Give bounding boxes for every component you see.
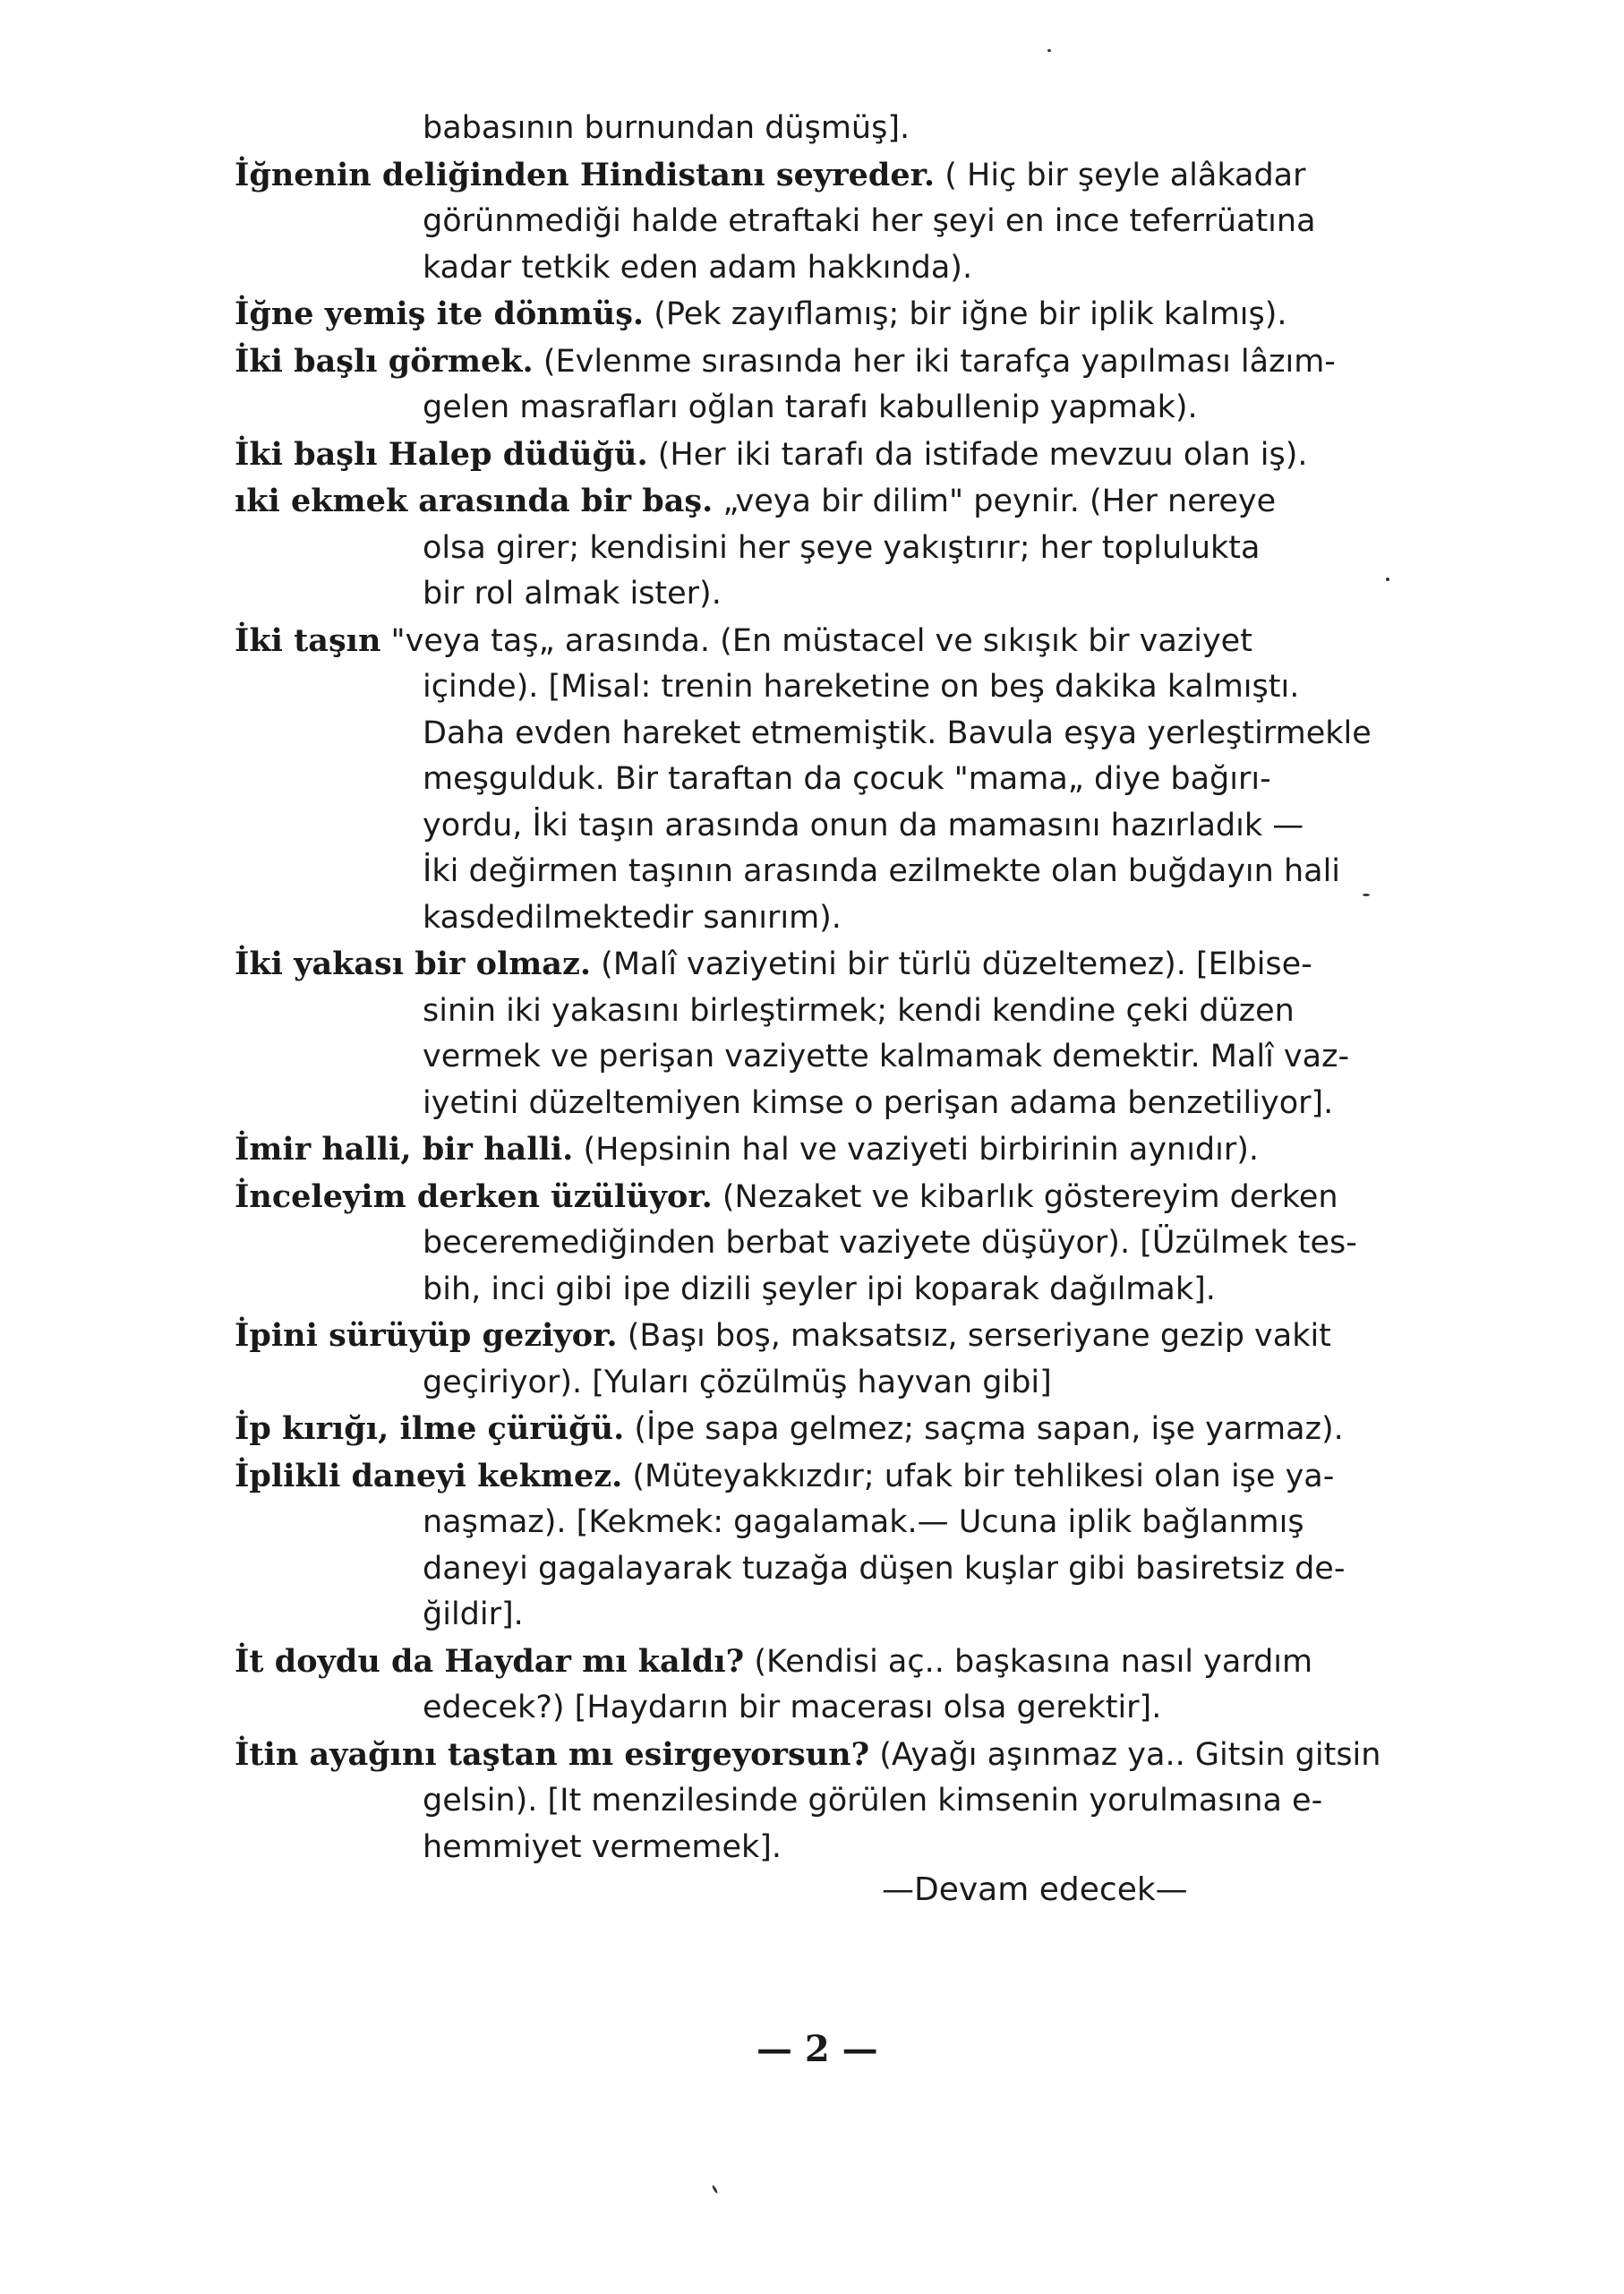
idiom-explanation: (Başı boş, maksatsız, serseriyane gezip vakit: [617, 1318, 1331, 1354]
idiom-explanation: iyetini düzeltemiyen kimse o perişan adama benzetiliyor].: [423, 1084, 1334, 1121]
idiom-headword: İnceleyim derken üzülüyor.: [235, 1177, 713, 1215]
text-line: [235, 1453, 1425, 1501]
idiom-entry: [235, 1313, 1425, 1406]
idiom-entry: [235, 478, 1425, 618]
idiom-explanation: İki değirmen taşının arasında ezilmekte olan buğdayın hali: [423, 853, 1341, 889]
idiom-headword: İki yakası bir olmaz.: [235, 946, 592, 982]
text-line: [235, 941, 1425, 989]
idiom-explanation: naşmaz). [Kekmek: gagalamak.— Ucuna iplik bağlanmış: [423, 1504, 1304, 1540]
text-line: [235, 1267, 1425, 1314]
idiom-headword: İmir halli, bir halli.: [235, 1131, 574, 1168]
idiom-headword: İki başlı görmek.: [235, 342, 534, 380]
text-line: [235, 1126, 1425, 1174]
text-line: [235, 478, 1425, 526]
idiom-explanation: „veya bir dilim" peynir. (Her nereye: [713, 484, 1277, 519]
idiom-explanation: babasının burnundan düşmüş].: [423, 110, 910, 146]
idiom-explanation: (Her iki tarafı da istifade mevzuu olan iş).: [647, 436, 1308, 473]
idiom-explanation: yordu, İki taşın arasında onun da mamasını hazırladık —: [423, 807, 1304, 843]
idiom-explanation: (İpe sapa gelmez; saçma sapan, işe yarmaz).: [624, 1411, 1344, 1447]
idiom-entry: [235, 618, 1425, 942]
text-line: [235, 1592, 1425, 1639]
text-line: [235, 1313, 1425, 1360]
idiom-entry: [235, 432, 1425, 479]
text-line: [235, 385, 1425, 432]
idiom-headword: ıki ekmek arasında bir baş.: [235, 483, 714, 519]
idiom-explanation: (Pek zayıflamış; bir iğne bir iplik kalmış).: [644, 296, 1287, 332]
idiom-explanation: bih, inci gibi ipe dizili şeyler ipi koparak dağılmak].: [423, 1271, 1216, 1307]
idiom-explanation: ( Hiç bir şeyle alâkadar: [935, 157, 1306, 193]
idiom-explanation: sinin iki yakasını birleştirmek; kendi kendine çeki düzen: [423, 992, 1295, 1029]
idiom-explanation: görünmediği halde etraftaki her şeyi en ince teferrüatına: [423, 203, 1316, 239]
idiom-explanation: kasdedilmektedir sanırım).: [423, 899, 842, 936]
idiom-explanation: (Müteyakkızdır; ufak bir tehlikesi olan işe ya-: [622, 1458, 1335, 1494]
idiom-entry: [235, 1126, 1425, 1174]
scan-speck: [1386, 578, 1389, 581]
idiom-explanation: (Malî vaziyetini bir türlü düzeltemez). [Elbise-: [591, 946, 1312, 982]
text-line: [235, 803, 1425, 850]
idiom-explanation: olsa girer; kendisini her şeye yakıştırır; her toplulukta: [423, 529, 1261, 566]
idiom-headword: İki başlı Halep düdüğü.: [235, 435, 648, 473]
idiom-explanation: edecek?) [Haydarın bir macerası olsa gerektir].: [423, 1690, 1162, 1725]
text-line: [235, 526, 1425, 572]
idiom-entry: [235, 1174, 1425, 1314]
text-line: [235, 1220, 1425, 1267]
idiom-entry: [235, 1732, 1425, 1871]
idiom-headword: İplikli daneyi kekmez.: [235, 1457, 623, 1494]
idiom-explanation: bir rol almak ister).: [423, 576, 722, 612]
idiom-entry: [235, 1639, 1425, 1732]
idiom-headword: İp kırığı, ilme çürüğü.: [235, 1410, 625, 1447]
idiom-explanation: ğildir].: [423, 1596, 524, 1632]
text-line: [235, 1500, 1425, 1546]
text-line: [235, 1825, 1425, 1871]
scan-speck: [1363, 894, 1370, 896]
idiom-explanation: "veya taş„ arasında. (En müstacel ve sıkışık bir vaziyet: [380, 622, 1252, 659]
text-line: [235, 849, 1425, 895]
text-line: [235, 1546, 1425, 1593]
scan-speck: [712, 2185, 719, 2194]
text-line: [235, 152, 1425, 200]
idiom-explanation: daneyi gagalayarak tuzağa düşen kuşlar gibi basiretsiz de-: [423, 1550, 1346, 1587]
idiom-entry: [235, 106, 1425, 152]
idiom-entry: [235, 338, 1425, 432]
idiom-explanation: (Evlenme sırasında her iki tarafça yapılması lâzım-: [533, 343, 1336, 380]
text-line: [235, 989, 1425, 1035]
idiom-explanation: hemmiyet vermemek].: [423, 1828, 782, 1865]
idiom-entry: [235, 152, 1425, 292]
idiom-headword: İğne yemiş ite dönmüş.: [235, 295, 645, 332]
text-line: [235, 1174, 1425, 1221]
text-line: [235, 1778, 1425, 1825]
idiom-explanation: (Hepsinin hal ve vaziyeti birbirinin aynıdır).: [573, 1132, 1260, 1168]
text-line: [235, 1732, 1425, 1779]
idiom-explanation: kadar tetkik eden adam hakkında).: [423, 249, 973, 286]
text-line: [235, 618, 1425, 665]
text-line: [235, 106, 1425, 152]
text-line: [235, 199, 1425, 245]
idiom-explanation: Daha evden hareket etmemiştik. Bavula eşya yerleştirmekle: [423, 715, 1372, 751]
idiom-explanation: vermek ve perişan vaziyette kalmamak demektir. Malî vaz-: [423, 1039, 1350, 1074]
text-line: [235, 1081, 1425, 1127]
text-line: [235, 664, 1425, 711]
text-line: [235, 1034, 1425, 1081]
idiom-entry: [235, 941, 1425, 1126]
text-line: [235, 571, 1425, 618]
scan-speck: [1047, 49, 1051, 52]
idiom-headword: İt doydu da Haydar mı kaldı?: [235, 1642, 745, 1680]
text-line: [235, 291, 1425, 338]
text-line: [235, 1639, 1425, 1686]
idiom-explanation: gelsin). [It menzilesinde görülen kimsenin yorulmasına e-: [423, 1783, 1323, 1819]
idiom-explanation: (Nezaket ve kibarlık göstereyim derken: [712, 1178, 1338, 1215]
text-line: [235, 1685, 1425, 1732]
idiom-explanation: (Ayağı aşınmaz ya.. Gitsin gitsin: [869, 1736, 1381, 1773]
idiom-headword: İğnenin deliğinden Hindistanı seyreder.: [235, 156, 936, 193]
text-line: [235, 711, 1425, 758]
page-number: — 2 —: [756, 2028, 878, 2070]
idiom-explanation: geçiriyor). [Yuları çözülmüş hayvan gibi]: [423, 1364, 1052, 1400]
idiom-explanation: beceremediğinden berbat vaziyete düşüyor). [Üzülmek tes-: [423, 1225, 1357, 1261]
idiom-entries: [235, 106, 1425, 1870]
idiom-entry: [235, 1406, 1425, 1453]
idiom-explanation: içinde). [Misal: trenin hareketine on beş dakika kalmıştı.: [423, 669, 1300, 705]
idiom-explanation: gelen masrafları oğlan tarafı kabullenip yapmak).: [423, 389, 1198, 425]
idiom-headword: İpini sürüyüp geziyor.: [235, 1317, 618, 1354]
idiom-headword: İtin ayağını taştan mı esirgeyorsun?: [235, 1735, 870, 1773]
text-line: [235, 1360, 1425, 1407]
text-line: [235, 245, 1425, 292]
idiom-headword: İki taşın: [235, 621, 381, 659]
idiom-entry: [235, 291, 1425, 338]
text-line: [235, 757, 1425, 803]
text-line: [235, 1406, 1425, 1453]
idiom-entry: [235, 1453, 1425, 1639]
idiom-explanation: (Kendisi aç.. başkasına nasıl yardım: [744, 1643, 1313, 1680]
text-line: [235, 895, 1425, 942]
continued-note: —Devam edecek—: [882, 1871, 1188, 1908]
text-line: [235, 432, 1425, 479]
idiom-explanation: meşgulduk. Bir taraftan da çocuk "mama„ diye bağırı-: [423, 761, 1271, 797]
text-line: [235, 338, 1425, 386]
